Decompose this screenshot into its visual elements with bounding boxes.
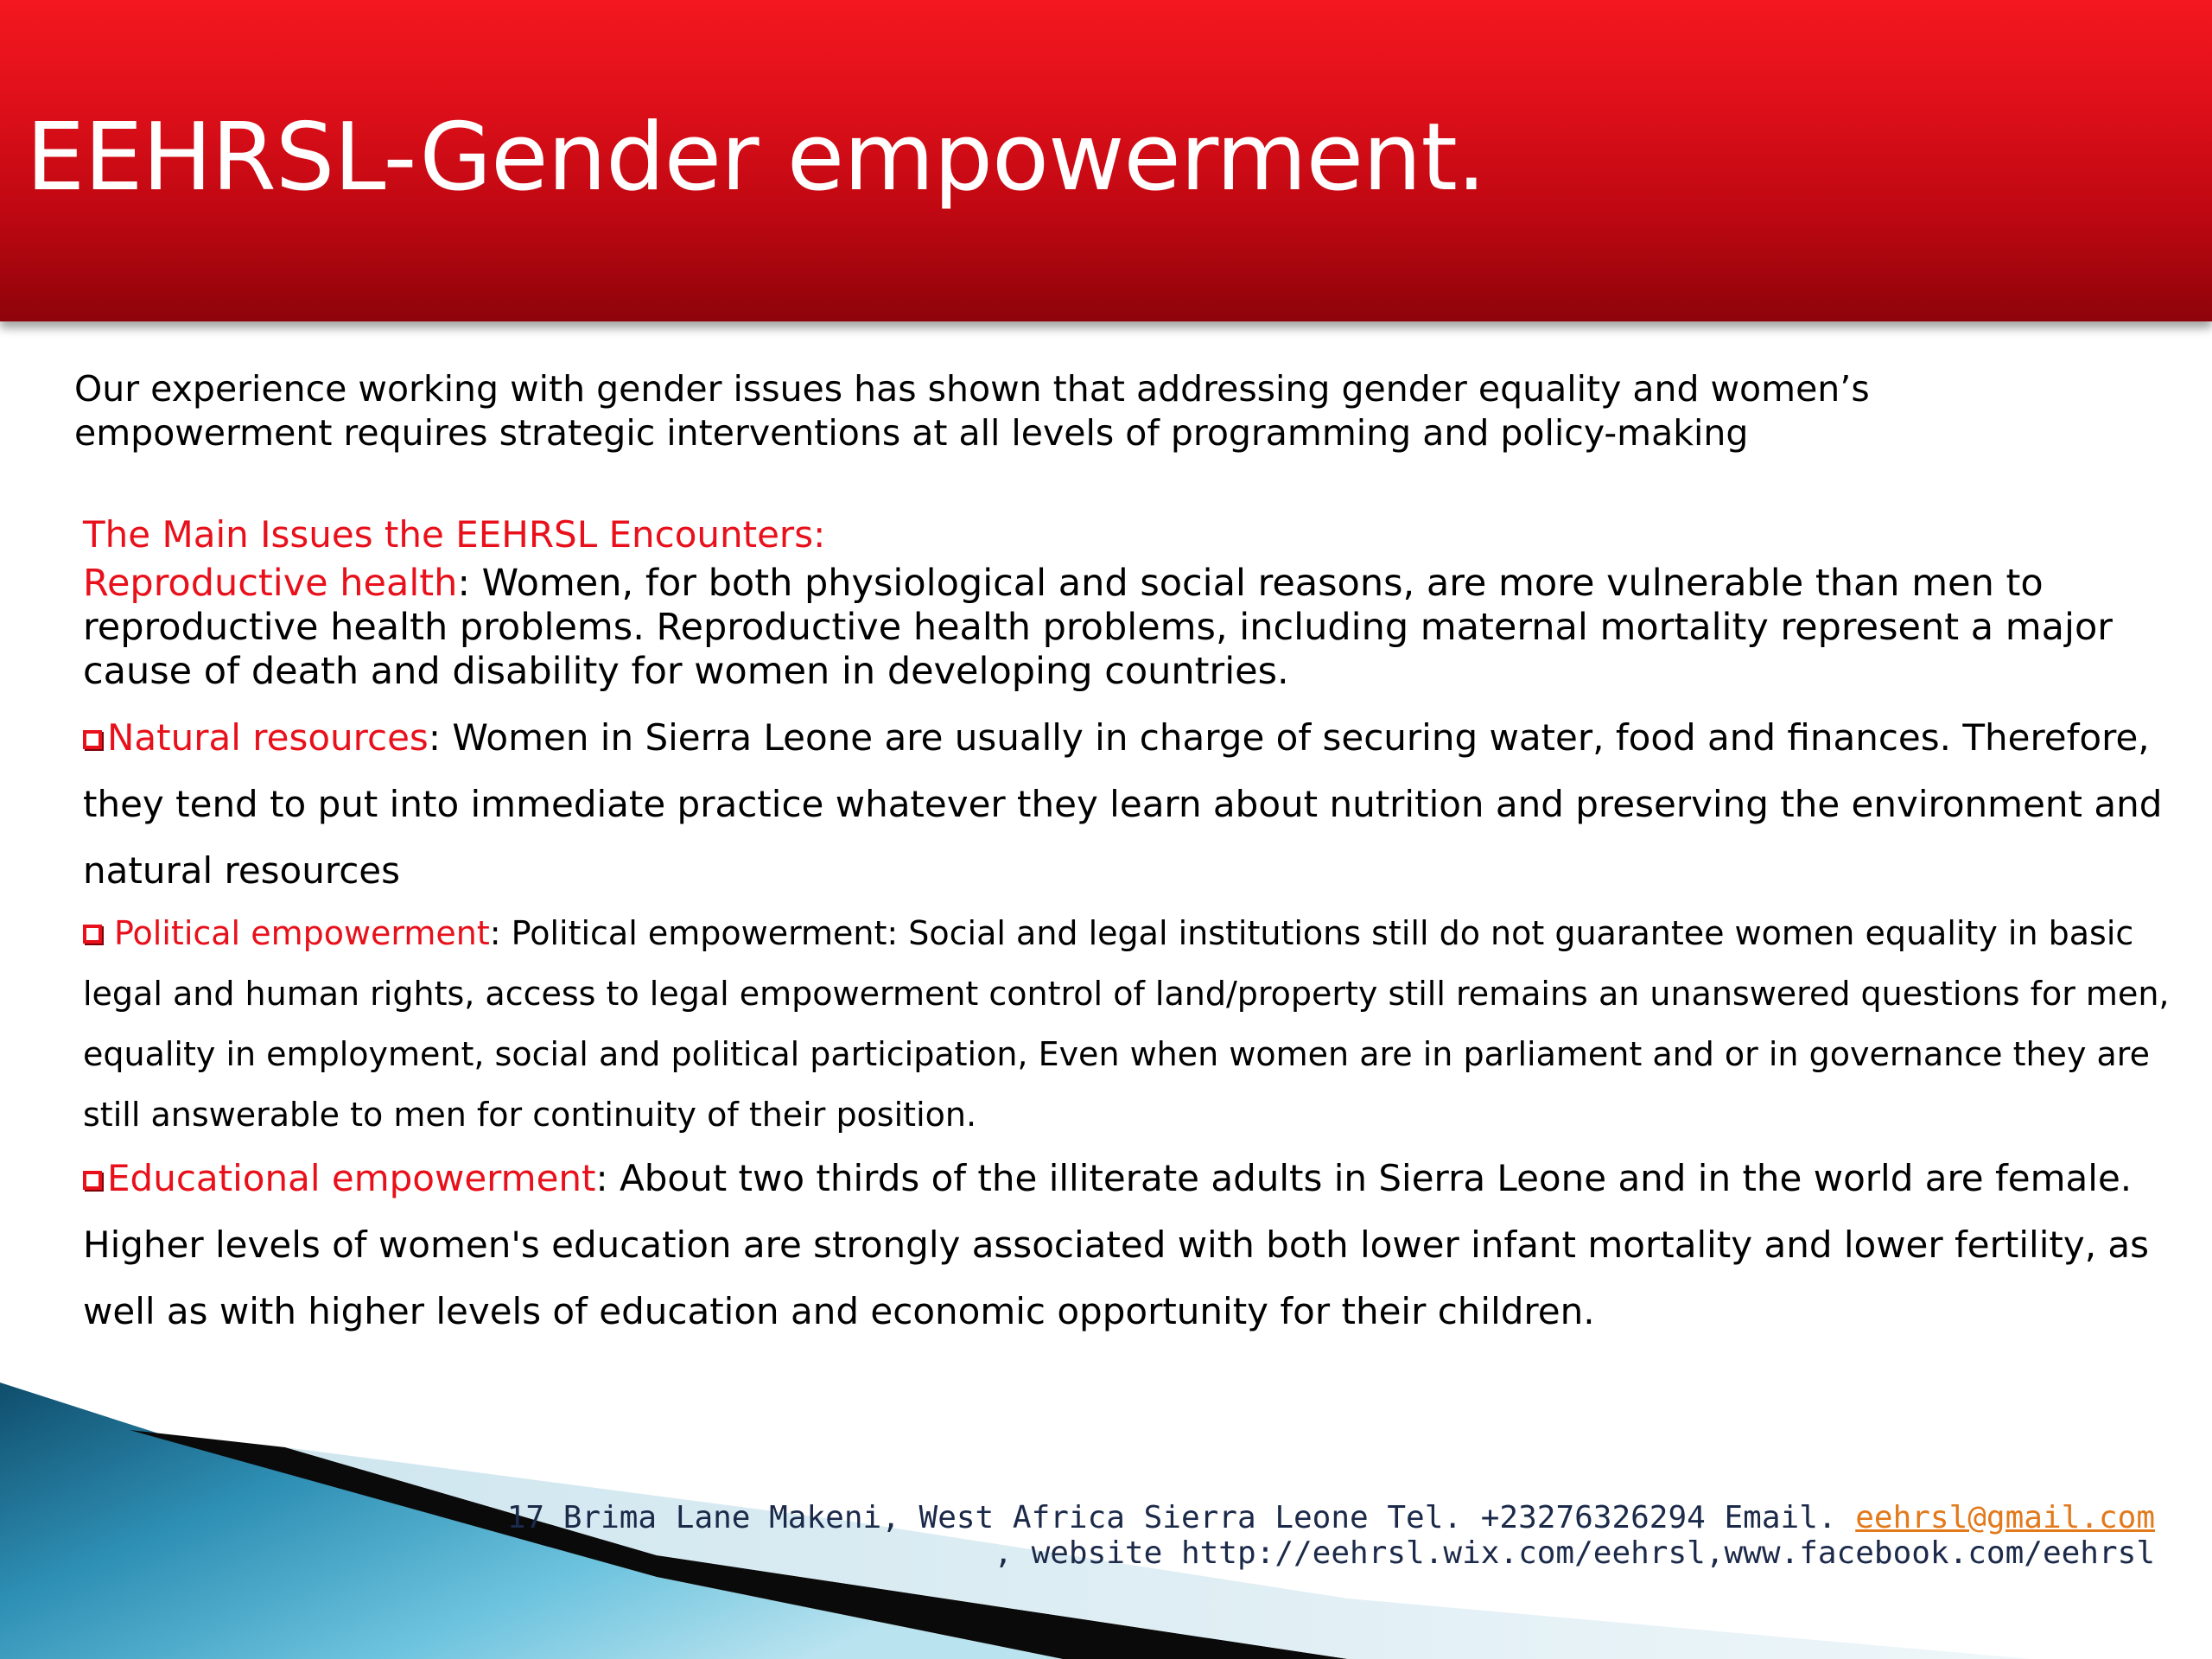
issue-educational-empowerment (83, 1145, 2191, 1344)
title-banner (0, 0, 2212, 321)
issue-label: Natural resources (107, 716, 429, 759)
contact-footer (507, 1500, 2155, 1571)
issue-reproductive-health (83, 562, 2191, 694)
issue-text: : About two thirds of the illiterate adults in Sierra Leone and in the world are female. Higher levels of women's education are strongly associated with both lower infant mortality and lower fertility, as well as with higher levels of education and economic opportunity for their children. (83, 1157, 2150, 1332)
issue-text: : Women, for both physiological and social reasons, are more vulnerable than men to reproductive health problems. Reproductive health problems, including maternal mortality represent a major cause of death and disability for women in developing countries. (83, 562, 2113, 693)
checkbox-bullet-icon (83, 925, 102, 944)
email-link[interactable]: eehrsl@gmail.com (1855, 1500, 2155, 1535)
slide-title: EEHRSL-Gender empowerment. (26, 104, 1486, 212)
footer-address: 17 Brima Lane Makeni, West Africa Sierra Leone Tel. +23276326294 Email. (506, 1500, 1856, 1535)
footer-website: , website http://eehrsl.wix.com/eehrsl,www.facebook.com/eehrsl (994, 1535, 2155, 1571)
checkbox-bullet-icon (83, 1171, 102, 1190)
issues-heading: The Main Issues the EEHRSL Encounters: (83, 513, 826, 556)
footer-line-1 (507, 1500, 2155, 1535)
issue-natural-resources (83, 704, 2191, 904)
issue-political-empowerment (83, 903, 2191, 1145)
issue-label: Political empowerment (114, 914, 490, 952)
issue-label: Reproductive health (83, 562, 458, 605)
issue-label: Educational empowerment (107, 1157, 596, 1199)
checkbox-bullet-icon (83, 730, 102, 749)
issue-text: : Political empowerment: Social and legal institutions still do not guarantee women equality in basic legal and human rights, access to legal empowerment control of land/property still remains an unanswered questions for men, equality in employment, social and political participation, Even when women are in parliament and or in governance they are still answerable to men for continuity of their position. (83, 914, 2170, 1134)
intro-paragraph: Our experience working with gender issues has shown that addressing gender equality and women’s empowerment requires strategic interventions at all levels of programming and policy-making (74, 368, 1870, 454)
issue-text: : Women in Sierra Leone are usually in charge of securing water, food and finances. Therefore, they tend to put into immediate practice whatever they learn about nutrition and preserving the environment and natural resources (83, 716, 2163, 892)
